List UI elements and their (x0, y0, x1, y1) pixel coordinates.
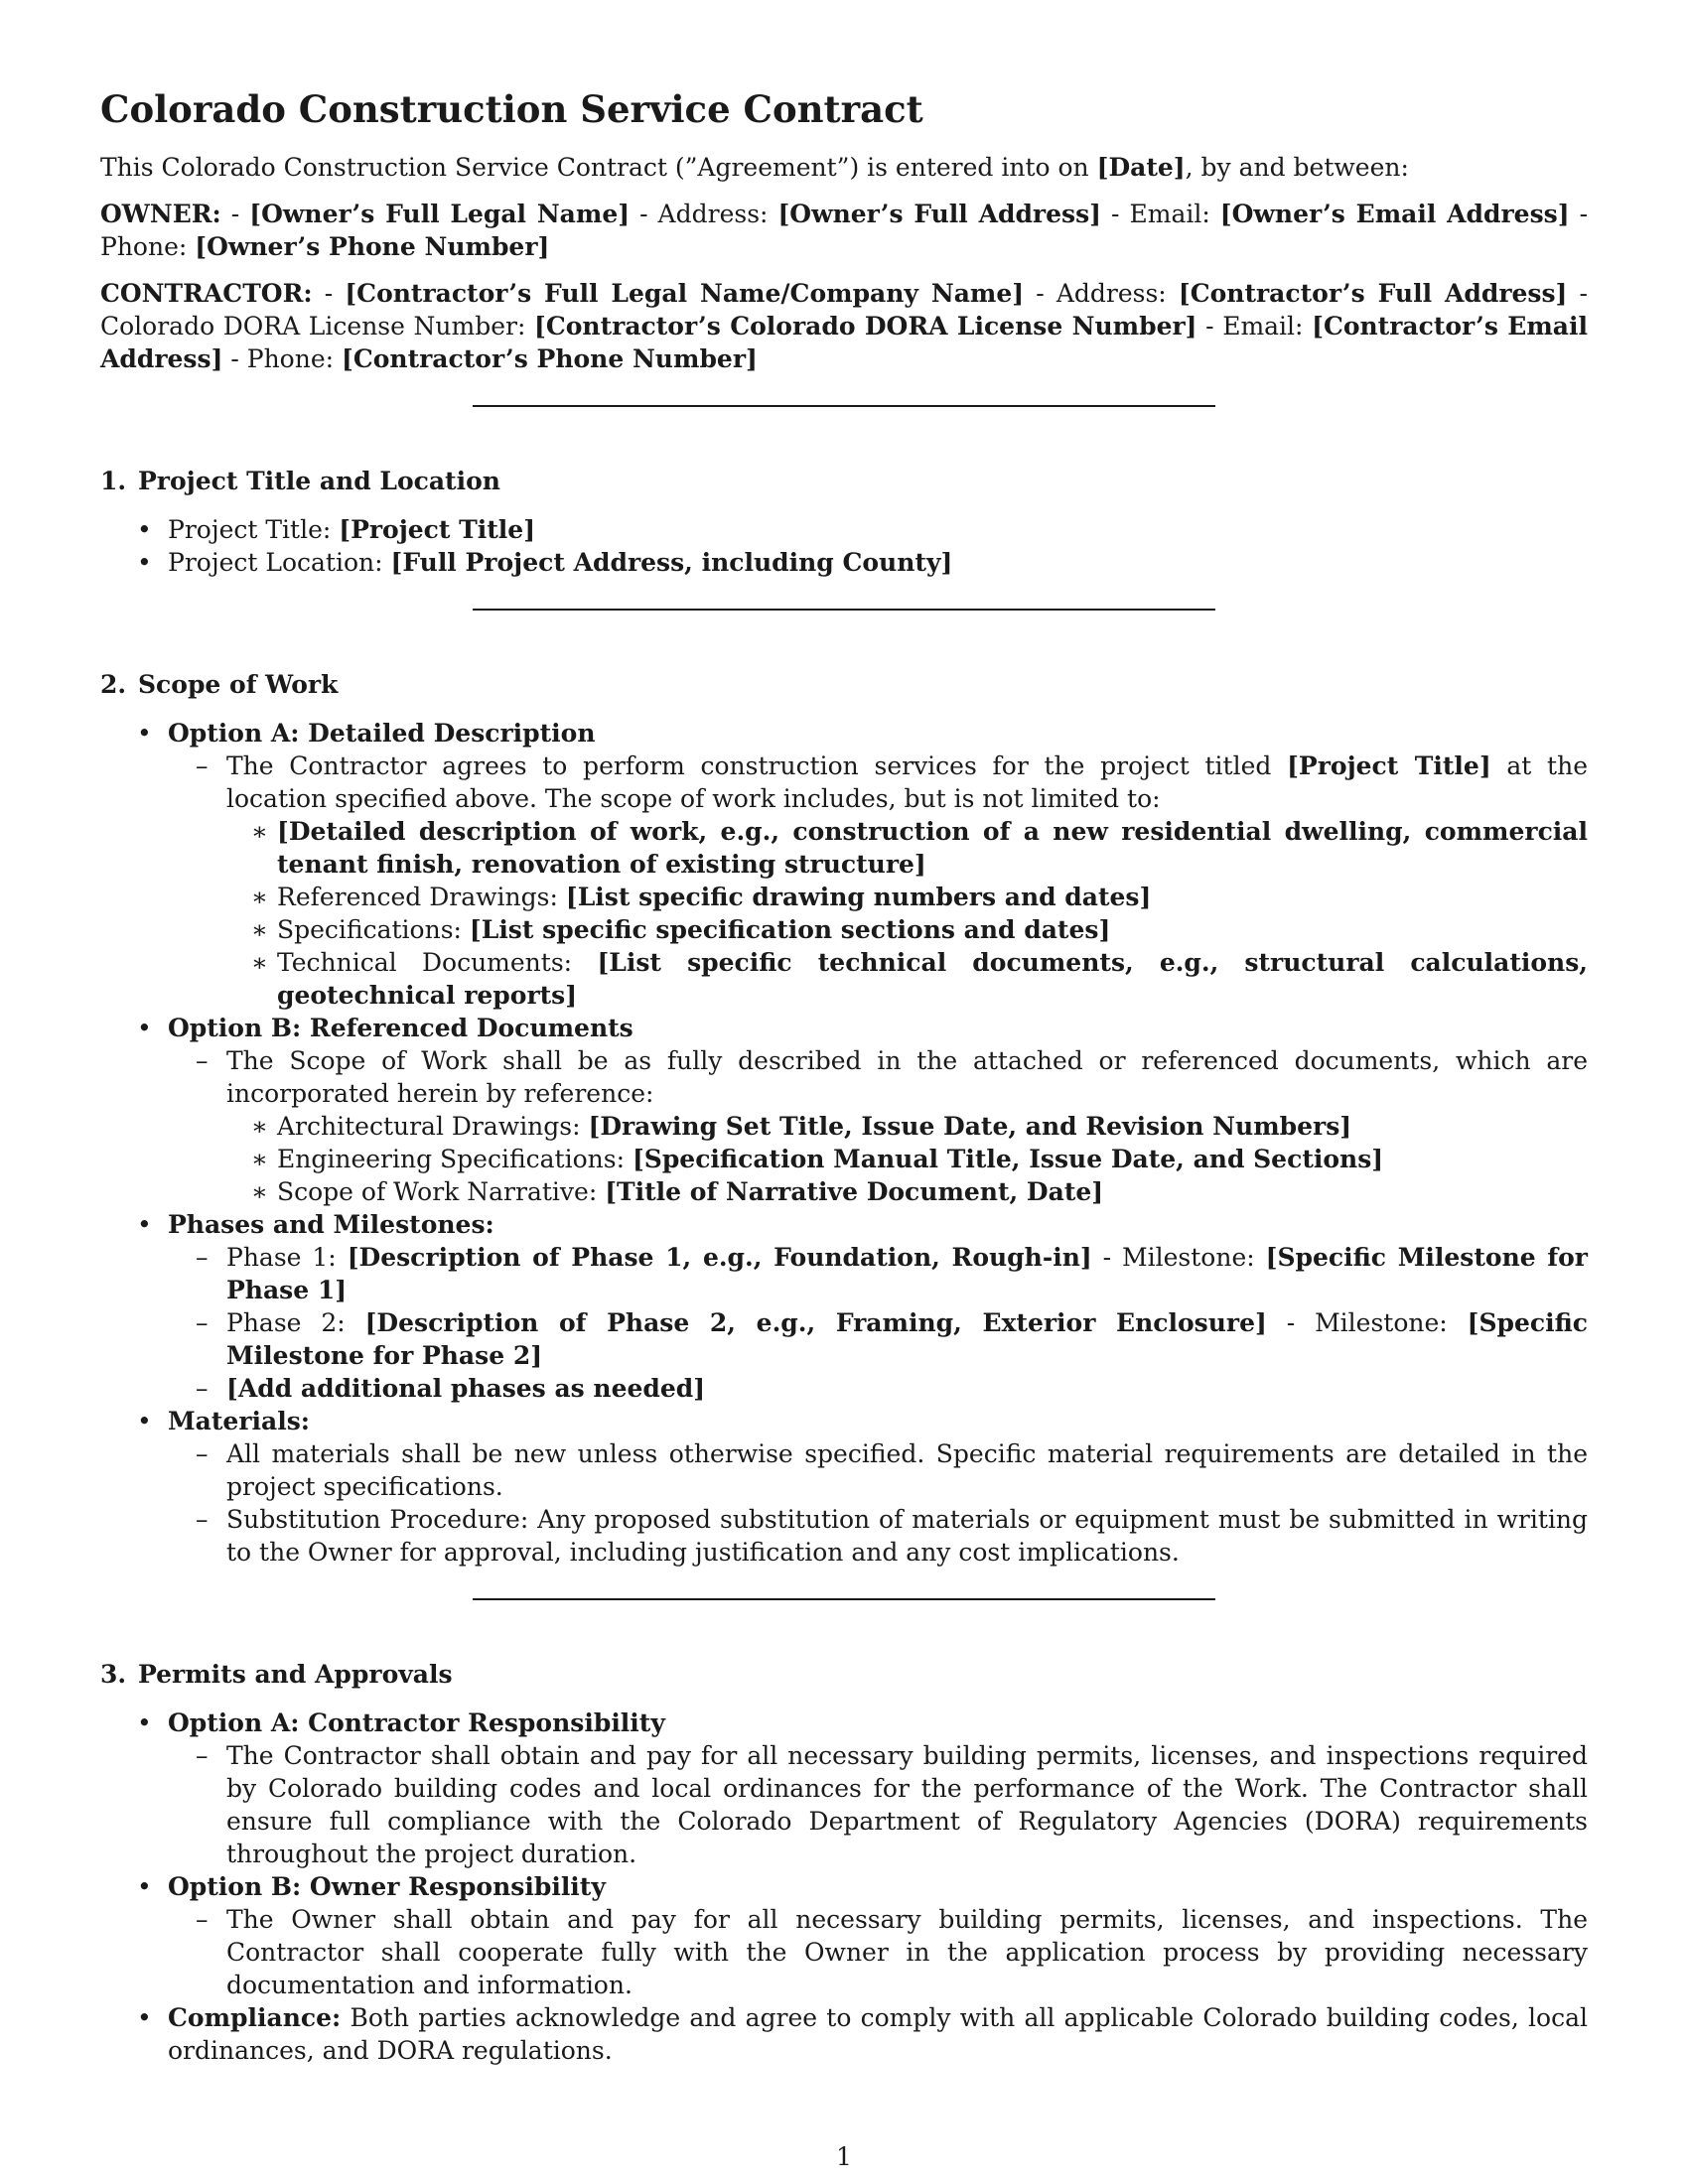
owner-address: [Owner’s Full Address] (777, 200, 1101, 228)
list-item (214, 946, 1588, 1012)
contractor-name-pre: - (312, 279, 346, 308)
item-value: [Specific Milestone for Phase 1] (226, 1243, 1588, 1304)
list-item (214, 881, 1588, 913)
section-title: Project Title and Location (138, 467, 500, 495)
list-item (159, 1903, 1588, 2001)
item-text: The Contractor shall obtain and pay for all necessary building permits, licenses, and inspections required by Colorado building codes and local ordinances for the performance of the Work. The Contractor shall ensure full compliance with the Colorado Department of Regulatory Agencies (DORA) requirements throughout the project duration. (226, 1741, 1588, 1868)
list-item (100, 546, 1588, 579)
owner-email: [Owner’s Email Address] (1219, 200, 1570, 228)
section-number: 1. (100, 467, 127, 495)
item-text: The Scope of Work shall be as fully described in the attached or referenced documents, which are incorporated herein by reference: (226, 1046, 1588, 1108)
sub-list (159, 750, 1588, 1012)
sub-list (159, 1044, 1588, 1208)
list-item (159, 1739, 1588, 1870)
contractor-phone: [Contractor’s Phone Number] (342, 344, 758, 373)
item-value: [Add additional phases as needed] (226, 1374, 706, 1403)
document-page (100, 87, 1588, 2067)
item-value: [List specific drawing numbers and dates] (565, 883, 1152, 911)
list-item (100, 1405, 1588, 1569)
item-value: [Description of Phase 2, e.g., Framing, Exterior Enclosure] (364, 1308, 1267, 1337)
item-label: Phase 1: (226, 1243, 348, 1272)
list-item (100, 2001, 1588, 2067)
item-text: Both parties acknowledge and agree to comply with all applicable Colorado building codes, local ordinances, and DORA regulations. (168, 2003, 1588, 2065)
contractor-license: [Contractor’s Colorado DORA License Number] (534, 312, 1197, 341)
item-value: [Specific Milestone for Phase 2] (226, 1308, 1588, 1370)
list-item (100, 1706, 1588, 1870)
option-title: Option B: Referenced Documents (168, 1014, 633, 1042)
item-label: Project Title: (168, 515, 340, 544)
document-title: Colorado Construction Service Contract (100, 87, 923, 131)
contractor-phone-label: - Phone: (222, 344, 343, 373)
item-label: Architectural Drawings: (277, 1112, 589, 1141)
list-item (214, 913, 1588, 946)
item-text: All materials shall be new unless otherwise specified. Specific material requirements are detailed in the project specifications. (226, 1439, 1588, 1501)
section-heading-3 (100, 1658, 1588, 1691)
section-heading-2 (100, 668, 1588, 701)
item-value: [Project Title] (339, 515, 536, 544)
list-item (214, 1175, 1588, 1208)
section-heading-1 (100, 465, 1588, 497)
list-item (159, 1437, 1588, 1503)
horizontal-rule (473, 609, 1215, 611)
horizontal-rule (473, 1598, 1215, 1600)
owner-name-pre: - (220, 200, 250, 228)
item-text: at the location specified above. The scope of work includes, but is not limited to: (226, 751, 1588, 813)
option-title: Option B: Owner Responsibility (168, 1872, 606, 1901)
owner-block (100, 198, 1588, 263)
horizontal-rule (473, 405, 1215, 407)
item-value: [Detailed description of work, e.g., construction of a new residential dwelling, commercial tenant finish, renovation of existing structure] (277, 817, 1588, 879)
item-label: Specifications: (277, 915, 470, 944)
item-label: Technical Documents: (277, 948, 598, 977)
intro-date: [Date] (1096, 153, 1186, 182)
contractor-email: [Contractor’s Email Address] (100, 312, 1588, 373)
section-number: 3. (100, 1660, 127, 1689)
option-title: Option A: Detailed Description (168, 719, 596, 748)
item-label: Referenced Drawings: (277, 883, 566, 911)
item-value: [Description of Phase 1, e.g., Foundation, Rough-in] (347, 1243, 1092, 1272)
list-item (214, 815, 1588, 881)
list-item (100, 1208, 1588, 1405)
item-value: [Drawing Set Title, Issue Date, and Revision Numbers] (588, 1112, 1352, 1141)
list-item (159, 1241, 1588, 1306)
section-2-list (100, 717, 1588, 1569)
item-label: - Milestone: (1266, 1308, 1468, 1337)
list-item (159, 1503, 1588, 1569)
contractor-license-label: - Colorado DORA License Number: (100, 279, 1588, 341)
owner-label: OWNER: (100, 200, 221, 228)
item-label: - Milestone: (1091, 1243, 1266, 1272)
contractor-address: [Contractor’s Full Address] (1178, 279, 1568, 308)
list-item (214, 1110, 1588, 1143)
sub-list (159, 1739, 1588, 1870)
item-value: [List specific technical documents, e.g., structural calculations, geotechnical reports] (277, 948, 1589, 1010)
section-title: Permits and Approvals (138, 1660, 453, 1689)
list-item (159, 750, 1588, 1012)
list-item (100, 717, 1588, 1012)
section-1-list (100, 513, 1588, 579)
list-item (100, 1012, 1588, 1208)
page-number: 1 (836, 2142, 852, 2171)
sub-list (159, 1437, 1588, 1569)
item-label: Phase 2: (226, 1308, 365, 1337)
contractor-block (100, 277, 1588, 375)
option-title: Materials: (168, 1407, 310, 1435)
item-label: Engineering Specifications: (277, 1145, 633, 1173)
list-item (100, 1870, 1588, 2001)
intro-paragraph (100, 151, 1588, 184)
list-item (100, 513, 1588, 546)
item-label: Project Location: (168, 548, 391, 577)
list-item (159, 1044, 1588, 1208)
section-3-list (100, 1706, 1588, 2067)
owner-phone: [Owner’s Phone Number] (195, 232, 550, 261)
owner-address-label: - Address: (630, 200, 778, 228)
option-title: Phases and Milestones: (168, 1210, 494, 1239)
section-title: Scope of Work (138, 670, 339, 699)
section-number: 2. (100, 670, 127, 699)
sub-sub-list (214, 815, 1588, 1012)
owner-phone-label: - Phone: (100, 200, 1589, 261)
intro-text: This Colorado Construction Service Contract (”Agreement”) is entered into on (100, 153, 1097, 182)
sub-list (159, 1241, 1588, 1405)
item-text: The Owner shall obtain and pay for all necessary building permits, licenses, and inspections. The Contractor shall cooperate fully with the Owner in the application process by providing necessary documentation and information. (226, 1905, 1588, 1999)
option-title: Compliance: (168, 2003, 342, 2032)
list-item (159, 1372, 1588, 1405)
intro-after: , by and between: (1185, 153, 1409, 182)
sub-list (159, 1903, 1588, 2001)
list-item (214, 1143, 1588, 1175)
option-title: Option A: Contractor Responsibility (168, 1708, 665, 1737)
item-label: Scope of Work Narrative: (277, 1177, 606, 1206)
owner-name: [Owner’s Full Legal Name] (249, 200, 631, 228)
item-value: [Project Title] (1287, 751, 1491, 780)
contractor-address-label: - Address: (1024, 279, 1179, 308)
item-value: [Specification Manual Title, Issue Date, and Sections] (632, 1145, 1384, 1173)
item-text: Substitution Procedure: Any proposed substitution of materials or equipment must be submitted in writing to the Owner for approval, including justification and any cost implications. (226, 1505, 1588, 1567)
item-value: [Title of Narrative Document, Date] (605, 1177, 1104, 1206)
item-value: [Full Project Address, including County] (390, 548, 953, 577)
item-text: The Contractor agrees to perform construction services for the project titled (226, 751, 1288, 780)
list-item (159, 1306, 1588, 1372)
sub-sub-list (214, 1110, 1588, 1208)
item-value: [List specific specification sections and dates] (469, 915, 1111, 944)
contractor-email-label: - Email: (1196, 312, 1313, 341)
contractor-label: CONTRACTOR: (100, 279, 313, 308)
contractor-name: [Contractor’s Full Legal Name/Company Name] (345, 279, 1025, 308)
owner-email-label: - Email: (1101, 200, 1220, 228)
